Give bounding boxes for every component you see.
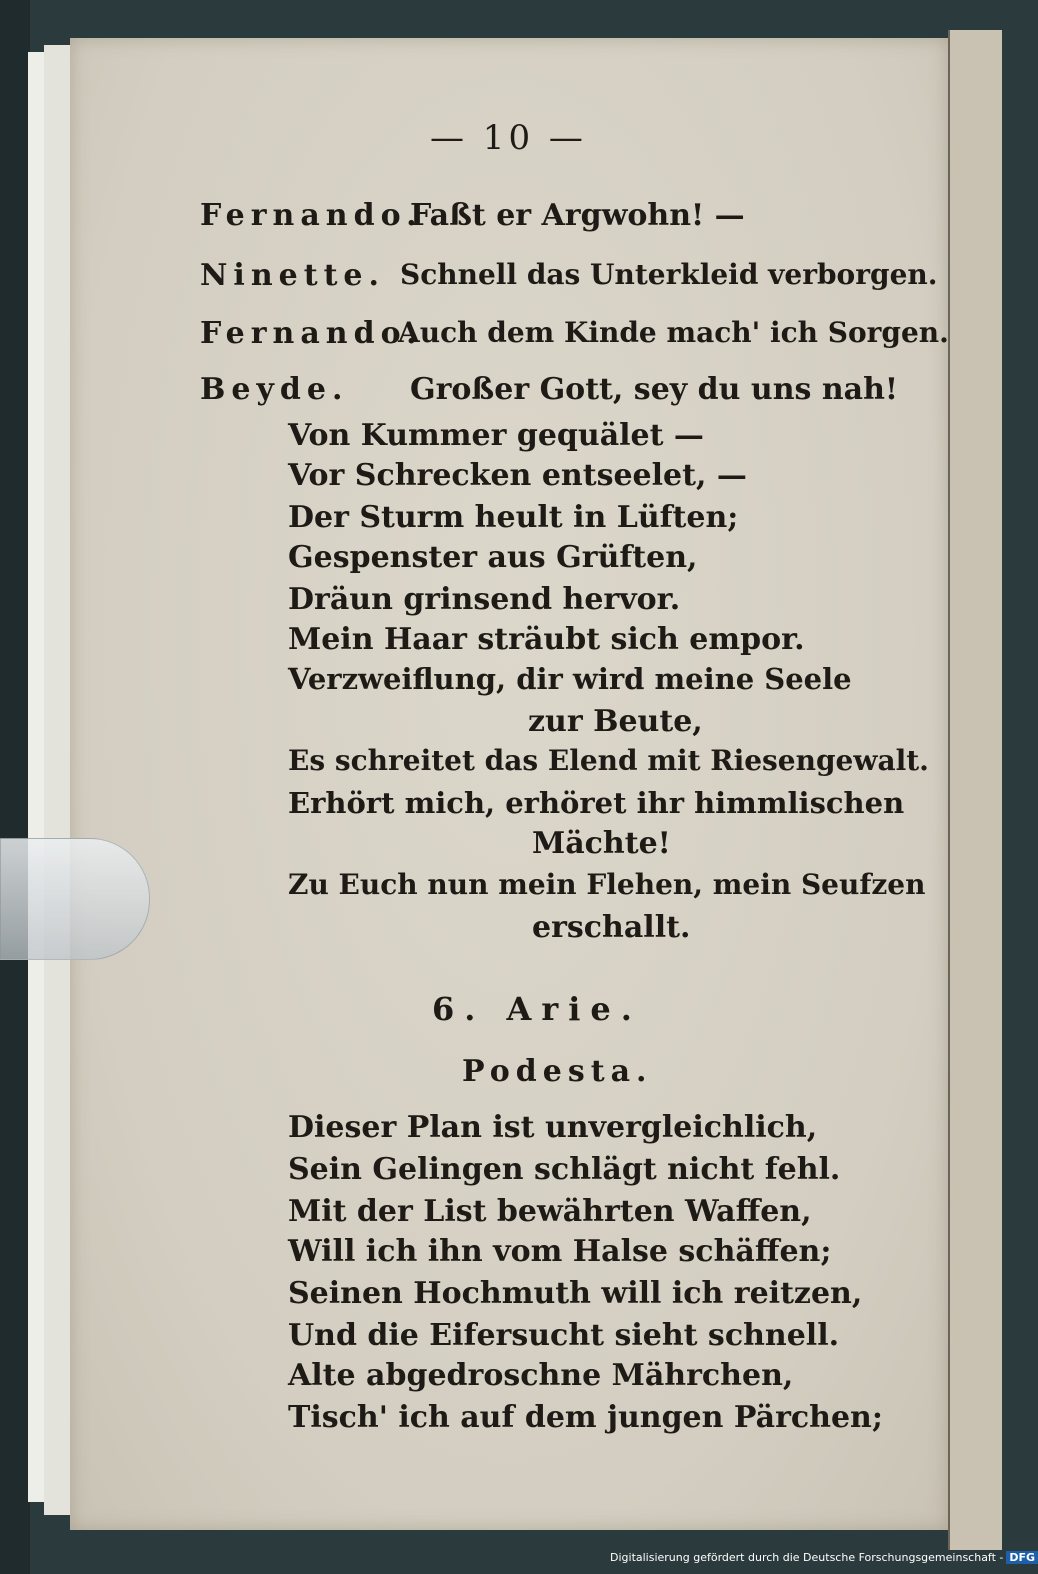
credit-text: Digitalisierung gefördert durch die Deutsche Forschungsgemeinschaft - (610, 1551, 1004, 1564)
aria-speaker: Podesta. (462, 1054, 653, 1089)
speaker-ninette: Ninette. (200, 258, 385, 293)
dialogue-line-3: Auch dem Kinde mach' ich Sorgen. (398, 316, 949, 349)
verse-line: Mein Haar sträubt sich empor. (288, 622, 805, 657)
verse-line: Und die Eifersucht sieht schnell. (288, 1318, 840, 1353)
verse-line-continuation: Mächte! (532, 826, 671, 861)
dialogue-line-4: Großer Gott, sey du uns nah! (410, 372, 899, 407)
verse-line-continuation: zur Beute, (528, 704, 703, 739)
aria-heading: 6. Arie. (432, 990, 642, 1028)
verse-line: Mit der List bewährten Waffen, (288, 1194, 812, 1229)
verse-line: Erhört mich, erhöret ihr himmlischen (288, 786, 905, 820)
speaker-fernando-2: Fernando. (200, 316, 423, 351)
verse-line: Zu Euch nun mein Flehen, mein Seufzen (288, 868, 926, 901)
dialogue-line-2: Schnell das Unterkleid verborgen. (400, 258, 938, 291)
verse-line: Verzweiflung, dir wird meine Seele (288, 662, 852, 696)
verse-line: Gespenster aus Grüften, (288, 540, 698, 575)
verse-line: Will ich ihn vom Halse schäffen; (288, 1234, 832, 1269)
verse-line: Dieser Plan ist unvergleichlich, (288, 1110, 818, 1145)
verse-line: Dräun grinsend hervor. (288, 582, 681, 617)
scan-edge (0, 0, 30, 1574)
dfg-logo: DFG (1006, 1551, 1038, 1564)
verse-line: Von Kummer gequälet — (288, 418, 704, 453)
speaker-beyde: Beyde. (200, 372, 349, 407)
verse-line: Seinen Hochmuth will ich reitzen, (288, 1276, 863, 1311)
bookmark-tab (0, 838, 150, 960)
verse-line: Alte abgedroschne Mährchen, (288, 1358, 794, 1393)
verse-line-continuation: erschallt. (532, 910, 691, 945)
verse-line: Es schreitet das Elend mit Riesengewalt. (288, 744, 929, 777)
verse-line: Der Sturm heult in Lüften; (288, 500, 739, 535)
verse-line: Tisch' ich auf dem jungen Pärchen; (288, 1400, 883, 1435)
verse-line: Vor Schrecken entseelet, — (288, 458, 747, 493)
speaker-fernando-1: Fernando. (200, 198, 423, 233)
dialogue-line-1: Faßt er Argwohn! — (410, 198, 745, 233)
book-cover-edge (948, 30, 1002, 1550)
digitization-credit (610, 1551, 1038, 1564)
verse-line: Sein Gelingen schlägt nicht fehl. (288, 1152, 841, 1187)
page-number: — 10 — (430, 118, 587, 158)
